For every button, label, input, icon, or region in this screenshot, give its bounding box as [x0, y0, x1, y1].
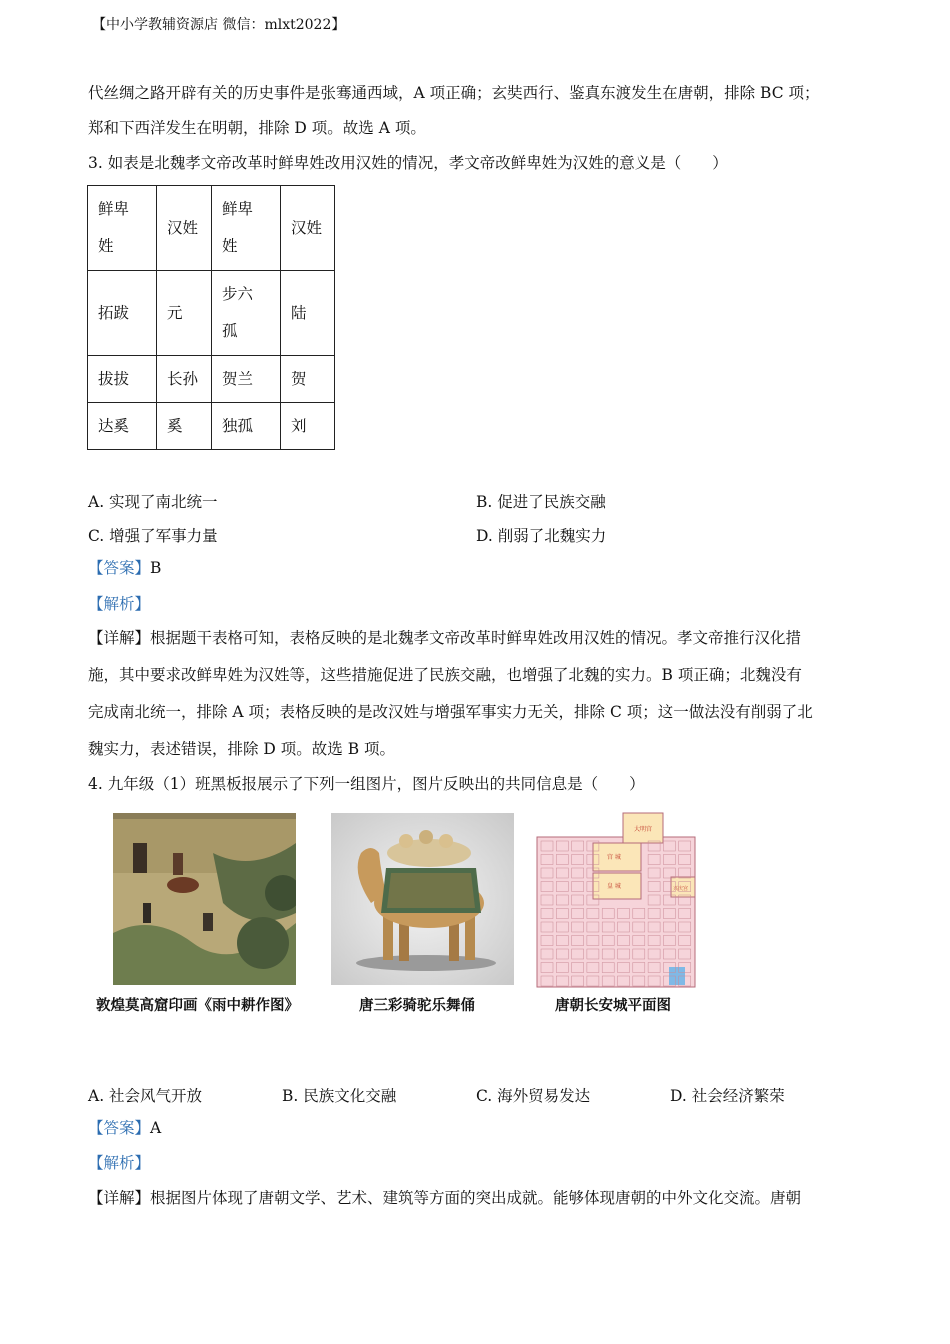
page-header: 【中小学教辅资源店 微信：mlxt2022】 [92, 17, 346, 33]
caption-map: 唐朝长安城平面图 [555, 998, 671, 1014]
q4-stem: 4. 九年级（1）班黑板报展示了下列一组图片，图片反映出的共同信息是（ ） [88, 775, 645, 793]
q3-stem: 3. 如表是北魏孝文帝改革时鲜卑姓改用汉姓的情况，孝文帝改鲜卑姓为汉姓的意义是（ ） [88, 154, 728, 172]
q3-option-d[interactable]: D. 削弱了北魏实力 [476, 527, 607, 545]
caption-camel: 唐三彩骑驼乐舞俑 [359, 998, 475, 1014]
q3-detail-line-2: 施，其中要求改鲜卑姓为汉姓等，这些措施促进了民族交融，也增强了北魏的实力。B 项正确；北魏没有 [88, 666, 802, 684]
map-label-xingqing: 兴庆宫 [673, 886, 689, 892]
table-cell: 鲜卑姓 [212, 186, 281, 271]
table-cell: 贺 [281, 356, 335, 403]
answer-value: B [150, 559, 162, 577]
table-cell: 拔拔 [88, 356, 157, 403]
mural-image [113, 813, 296, 985]
q3-option-a[interactable]: A. 实现了南北统一 [88, 493, 218, 511]
q3-answer [88, 558, 161, 578]
table-cell: 独孤 [212, 403, 281, 450]
q2-explanation-line-1: 代丝绸之路开辟有关的历史事件是张骞通西域，A 项正确；玄奘西行、鉴真东渡发生在唐朝，排除 BC 项； [88, 84, 820, 102]
q2-explanation-line-2: 郑和下西洋发生在明朝，排除 D 项。故选 A 项。 [88, 119, 426, 137]
q4-option-b[interactable]: B. 民族文化交融 [282, 1087, 397, 1105]
q3-analysis-label: 【解析】 [88, 595, 151, 613]
table-cell: 鲜卑姓 [88, 186, 157, 271]
answer-value: A [150, 1119, 162, 1137]
q3-option-c[interactable]: C. 增强了军事力量 [88, 527, 218, 545]
table-cell: 汉姓 [281, 186, 335, 271]
table-cell: 拓跋 [88, 271, 157, 356]
q4-analysis-label: 【解析】 [88, 1154, 151, 1172]
table-cell: 元 [157, 271, 212, 356]
surname-table [87, 185, 335, 450]
table-cell: 贺兰 [212, 356, 281, 403]
table-cell: 刘 [281, 403, 335, 450]
table-cell: 达奚 [88, 403, 157, 450]
q3-option-b[interactable]: B. 促进了民族交融 [476, 493, 606, 511]
map-label-gongcheng: 宫 城 [607, 854, 621, 861]
q3-detail-line-4: 魏实力，表述错误，排除 D 项。故选 B 项。 [88, 740, 396, 758]
q3-detail-line-3: 完成南北统一，排除 A 项；表格反映的是改汉姓与增强军事实力无关，排除 C 项；这一做法没有削弱了北 [88, 703, 813, 721]
caption-mural: 敦煌莫高窟印画《雨中耕作图》 [96, 998, 299, 1014]
table-cell: 长孙 [157, 356, 212, 403]
answer-label: 【答案】 [88, 559, 151, 577]
table-cell: 步六孤 [212, 271, 281, 356]
q4-option-a[interactable]: A. 社会风气开放 [88, 1087, 203, 1105]
q4-option-c[interactable]: C. 海外贸易发达 [476, 1087, 591, 1105]
table-cell: 奚 [157, 403, 212, 450]
q4-option-d[interactable]: D. 社会经济繁荣 [670, 1087, 785, 1105]
map-label-huangcheng: 皇 城 [607, 883, 621, 890]
table-cell: 汉姓 [157, 186, 212, 271]
q3-detail-line-1: 【详解】根据题干表格可知，表格反映的是北魏孝文帝改革时鲜卑姓改用汉姓的情况。孝文帝推行汉化措 [88, 629, 802, 647]
q4-detail-line-1: 【详解】根据图片体现了唐朝文学、艺术、建筑等方面的突出成就。能够体现唐朝的中外文化交流。唐朝 [88, 1189, 802, 1207]
answer-label: 【答案】 [88, 1119, 151, 1137]
camel-figurine-image [331, 813, 514, 985]
map-label-daming: 大明宫 [634, 826, 653, 833]
table-cell: 陆 [281, 271, 335, 356]
q4-answer [88, 1118, 161, 1138]
changan-map-image [531, 807, 702, 990]
